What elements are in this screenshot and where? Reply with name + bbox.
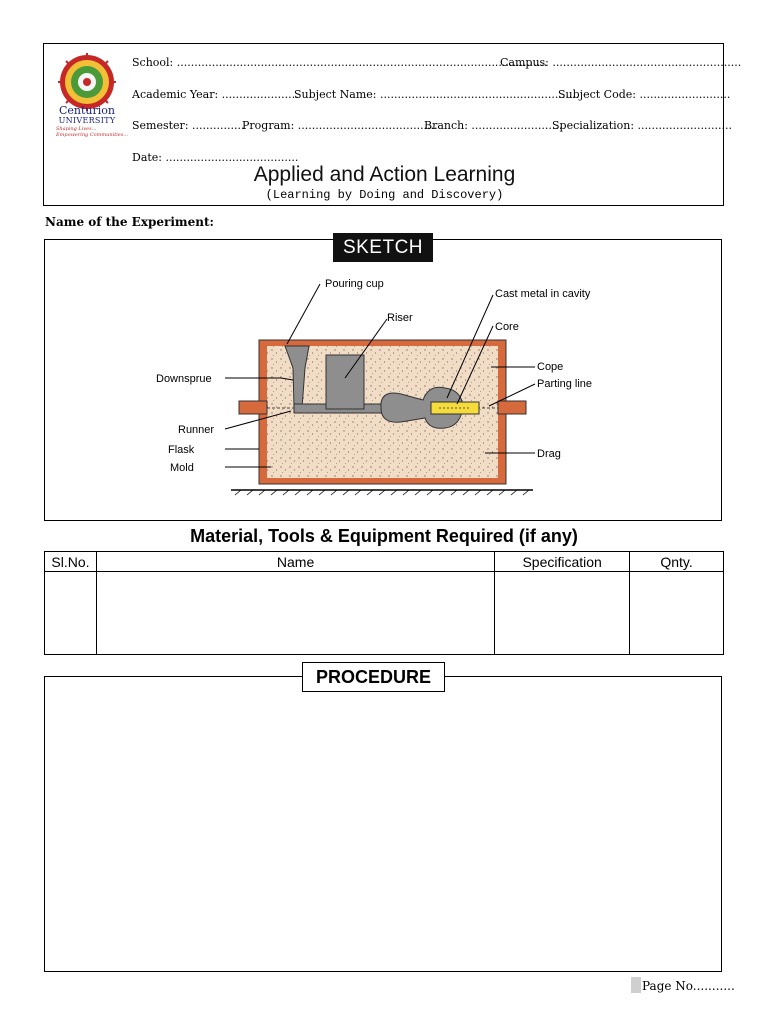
cell-specification[interactable]: [495, 572, 630, 655]
label-cast-metal: Cast metal in cavity: [495, 288, 591, 300]
logo-name-2: UNIVERSITY: [58, 116, 116, 125]
academic-year-field: Academic Year: ......................: [132, 88, 299, 101]
subject-code-field: Subject Code: ..........................: [558, 88, 731, 101]
col-qnty: Qnty.: [630, 552, 724, 572]
flask-flange-left: [239, 401, 267, 414]
cell-sl-no[interactable]: [45, 572, 97, 655]
label-riser: Riser: [387, 312, 413, 324]
materials-title: Material, Tools & Equipment Required (if any): [190, 526, 578, 546]
cell-qnty[interactable]: [630, 572, 724, 655]
col-specification: Specification: [495, 552, 630, 572]
page-number: Page No...........: [642, 979, 735, 993]
experiment-name-label: Name of the Experiment:: [45, 215, 214, 229]
specialization-field: Specialization: ...........................: [552, 119, 732, 132]
procedure-frame[interactable]: [44, 676, 722, 972]
label-downsprue: Downsprue: [156, 373, 212, 385]
col-name: Name: [96, 552, 494, 572]
label-core: Core: [495, 321, 519, 333]
materials-table: [44, 551, 724, 655]
label-pouring-cup: Pouring cup: [325, 278, 384, 290]
label-mold: Mold: [170, 462, 194, 474]
branch-field: Branch: ..........................: [424, 119, 563, 132]
riser: [326, 355, 364, 409]
label-parting-line: Parting line: [537, 378, 593, 390]
page-title: Applied and Action Learning: [253, 163, 516, 186]
subject-name-field: Subject Name: .........................................................: [294, 88, 580, 101]
page-subtitle: (Learning by Doing and Discovery): [265, 188, 504, 202]
page-mark: [631, 977, 641, 993]
casting-diagram: [45, 240, 721, 520]
label-cope: Cope: [537, 361, 564, 373]
school-field: School: ..........................................................................................................: [132, 56, 548, 69]
logo-tagline-1: Shaping Lives...: [56, 126, 97, 132]
header-box: [43, 43, 742, 206]
date-field: Date: ......................................: [132, 151, 299, 164]
logo-name: Centurion: [59, 104, 115, 117]
logo-tagline-2: Empowering Communities...: [56, 132, 129, 138]
col-sl-no: Sl.No.: [45, 552, 97, 572]
sketch-heading: SKETCH: [333, 233, 433, 262]
cell-name[interactable]: [96, 572, 494, 655]
semester-field: Semester: ...............: [132, 119, 245, 132]
sketch-frame: [44, 239, 722, 521]
flask-flange-right: [498, 401, 526, 414]
procedure-heading: PROCEDURE: [302, 662, 445, 692]
label-flask: Flask: [168, 444, 195, 456]
label-runner: Runner: [178, 424, 215, 436]
campus-field: Campus: ......................................................: [500, 56, 742, 69]
label-drag: Drag: [537, 448, 561, 460]
program-field: Program: ........................................: [242, 119, 438, 132]
